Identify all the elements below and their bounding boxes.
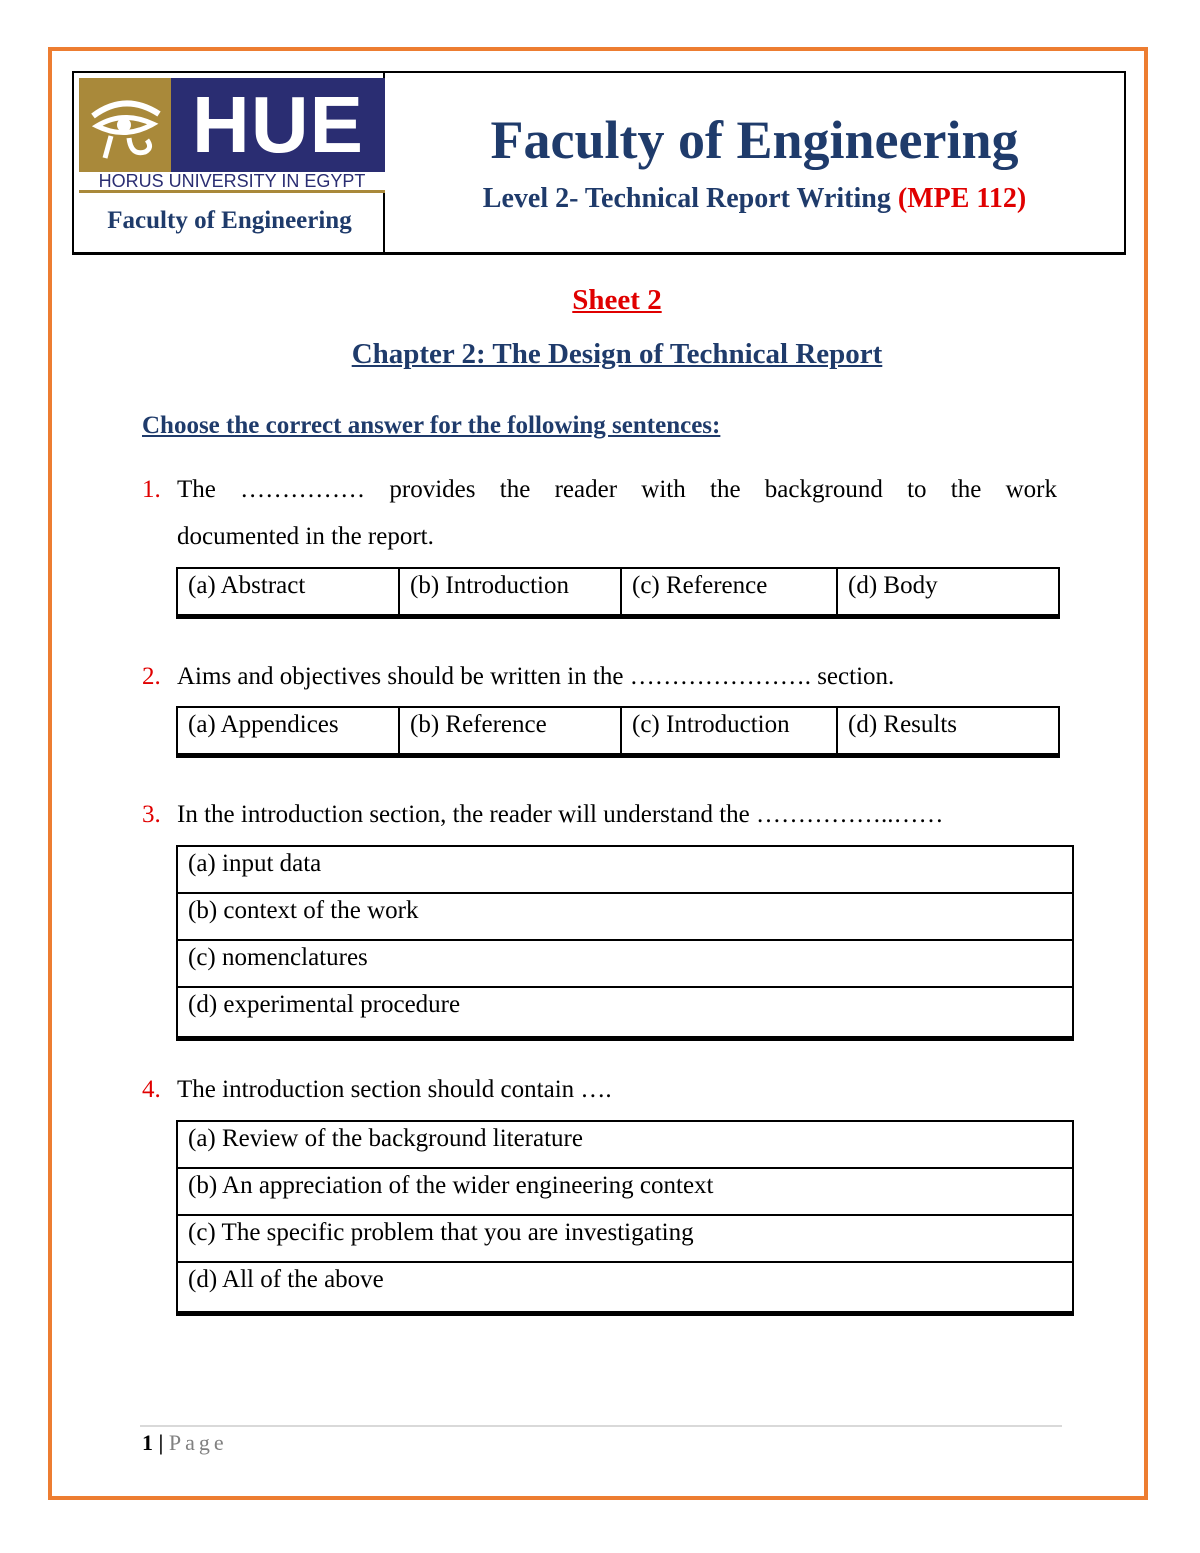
eye-of-horus-icon [79, 78, 171, 172]
course-name: Level 2- Technical Report Writing [482, 183, 898, 214]
option-b[interactable]: (b) An appreciation of the wider engineering context [177, 1168, 1073, 1215]
course-line [385, 179, 1124, 219]
logo-subtitle: HORUS UNIVERSITY IN EGYPT [98, 171, 366, 191]
document-header [72, 71, 1126, 255]
question-1-options [176, 567, 1060, 619]
page-number: 1 [142, 1430, 153, 1455]
question-text-line: documented in the report. [177, 523, 434, 550]
logo-faculty-label: Faculty of Engineering [107, 207, 352, 234]
chapter-title: Chapter 2: The Design of Technical Report [351, 338, 883, 370]
instruction: Choose the correct answer for the following sentences: [142, 412, 721, 439]
option-b[interactable]: (b) Reference [399, 707, 621, 756]
option-b[interactable]: (b) Introduction [399, 568, 621, 617]
option-d[interactable]: (d) Body [837, 568, 1059, 617]
course-code: (MPE 112) [897, 183, 1027, 214]
option-b[interactable]: (b) context of the work [177, 893, 1073, 940]
option-a[interactable]: (a) Abstract [177, 568, 399, 617]
question-text-line: The …………… provides the reader with the background to the work [177, 476, 1057, 503]
faculty-title: Faculty of Engineering [490, 110, 1019, 170]
option-d[interactable]: (d) Results [837, 707, 1059, 756]
logo-cell [74, 73, 385, 252]
option-c[interactable]: (c) Introduction [621, 707, 837, 756]
footer-divider [140, 1425, 1062, 1427]
university-logo [79, 78, 385, 193]
question-text: In the introduction section, the reader will understand the ……………..…… [177, 801, 944, 828]
question-number: 3. [142, 801, 161, 828]
question-number: 1. [142, 476, 161, 503]
title-cell [385, 73, 1124, 252]
option-a[interactable]: (a) Review of the background literature [177, 1121, 1073, 1168]
question-text: Aims and objectives should be written in the …………………. section. [177, 663, 895, 690]
option-d[interactable]: (d) All of the above [177, 1262, 1073, 1314]
question-2-options [176, 706, 1060, 758]
option-c[interactable]: (c) nomenclatures [177, 940, 1073, 987]
option-d[interactable]: (d) experimental procedure [177, 987, 1073, 1039]
question-3-options [176, 845, 1074, 1041]
logo-wordmark: HUE [171, 78, 385, 172]
option-a[interactable]: (a) input data [177, 846, 1073, 893]
sheet-title: Sheet 2 [572, 284, 662, 316]
page-label: Page [168, 1430, 228, 1455]
page-footer [142, 1428, 228, 1458]
question-text: The introduction section should contain …. [177, 1076, 612, 1103]
option-a[interactable]: (a) Appendices [177, 707, 399, 756]
option-c[interactable]: (c) The specific problem that you are investigating [177, 1215, 1073, 1262]
question-number: 2. [142, 663, 161, 690]
question-number: 4. [142, 1076, 161, 1103]
option-c[interactable]: (c) Reference [621, 568, 837, 617]
footer-separator: | [153, 1430, 169, 1455]
question-4-options [176, 1120, 1074, 1316]
